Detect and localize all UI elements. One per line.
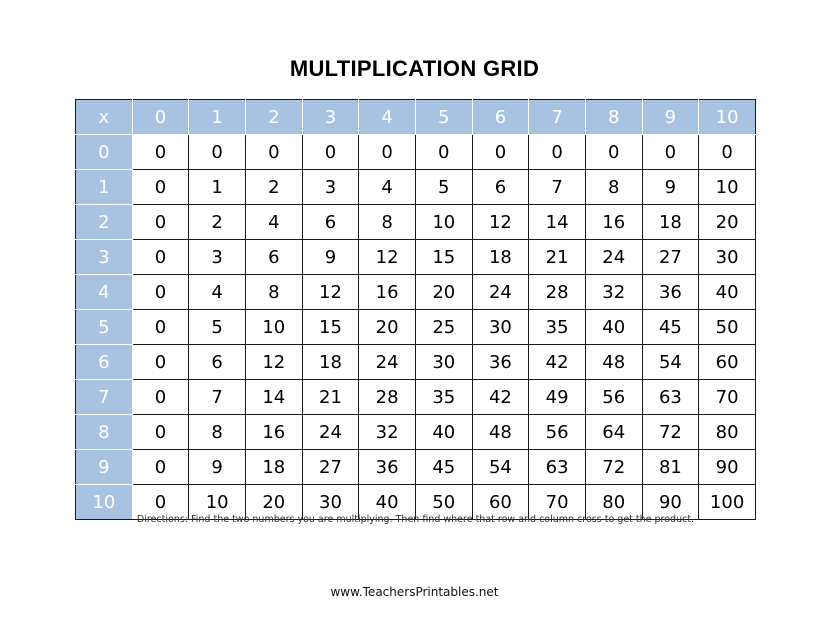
product-cell: 12 [359, 240, 416, 275]
page-title: MULTIPLICATION GRID [289, 56, 540, 81]
product-cell: 21 [529, 240, 586, 275]
product-cell: 8 [189, 415, 246, 450]
table-row [76, 240, 756, 275]
product-cell: 0 [585, 135, 642, 170]
product-cell: 35 [415, 380, 472, 415]
column-header: 4 [359, 100, 416, 135]
product-cell: 30 [699, 240, 756, 275]
table-row [76, 205, 756, 240]
product-cell: 6 [472, 170, 529, 205]
product-cell: 0 [132, 345, 189, 380]
product-cell: 10 [415, 205, 472, 240]
product-cell: 72 [585, 450, 642, 485]
product-cell: 4 [359, 170, 416, 205]
product-cell: 2 [189, 205, 246, 240]
product-cell: 40 [585, 310, 642, 345]
product-cell: 4 [245, 205, 302, 240]
product-cell: 8 [359, 205, 416, 240]
product-cell: 80 [699, 415, 756, 450]
product-cell: 50 [699, 310, 756, 345]
table-row [76, 415, 756, 450]
product-cell: 80 [585, 485, 642, 520]
column-header: 0 [132, 100, 189, 135]
product-cell: 40 [415, 415, 472, 450]
product-cell: 8 [245, 275, 302, 310]
product-cell: 3 [189, 240, 246, 275]
product-cell: 90 [699, 450, 756, 485]
product-cell: 1 [189, 170, 246, 205]
product-cell: 20 [359, 310, 416, 345]
product-cell: 36 [472, 345, 529, 380]
product-cell: 0 [189, 135, 246, 170]
row-header: 8 [76, 415, 133, 450]
product-cell: 63 [529, 450, 586, 485]
row-header: 5 [76, 310, 133, 345]
row-header: 10 [76, 485, 133, 520]
product-cell: 70 [699, 380, 756, 415]
product-cell: 27 [302, 450, 359, 485]
product-cell: 32 [359, 415, 416, 450]
row-header: 3 [76, 240, 133, 275]
product-cell: 0 [132, 310, 189, 345]
product-cell: 0 [642, 135, 699, 170]
product-cell: 0 [132, 415, 189, 450]
product-cell: 0 [529, 135, 586, 170]
product-cell: 9 [302, 240, 359, 275]
product-cell: 21 [302, 380, 359, 415]
product-cell: 9 [189, 450, 246, 485]
product-cell: 25 [415, 310, 472, 345]
product-cell: 60 [699, 345, 756, 380]
product-cell: 15 [415, 240, 472, 275]
product-cell: 14 [529, 205, 586, 240]
product-cell: 48 [472, 415, 529, 450]
product-cell: 12 [245, 345, 302, 380]
product-cell: 20 [245, 485, 302, 520]
product-cell: 64 [585, 415, 642, 450]
column-header: 9 [642, 100, 699, 135]
product-cell: 28 [359, 380, 416, 415]
column-header: 8 [585, 100, 642, 135]
column-header: 7 [529, 100, 586, 135]
product-cell: 24 [472, 275, 529, 310]
table-row [76, 450, 756, 485]
product-cell: 24 [302, 415, 359, 450]
product-cell: 0 [415, 135, 472, 170]
product-cell: 0 [132, 485, 189, 520]
grid-body [76, 100, 756, 520]
product-cell: 90 [642, 485, 699, 520]
product-cell: 24 [585, 240, 642, 275]
corner-cell: x [76, 100, 133, 135]
product-cell: 12 [472, 205, 529, 240]
product-cell: 0 [359, 135, 416, 170]
product-cell: 0 [302, 135, 359, 170]
product-cell: 100 [699, 485, 756, 520]
product-cell: 18 [245, 450, 302, 485]
column-header: 5 [415, 100, 472, 135]
product-cell: 0 [132, 380, 189, 415]
product-cell: 56 [529, 415, 586, 450]
product-cell: 0 [245, 135, 302, 170]
product-cell: 10 [245, 310, 302, 345]
product-cell: 50 [415, 485, 472, 520]
product-cell: 54 [472, 450, 529, 485]
product-cell: 8 [585, 170, 642, 205]
product-cell: 48 [585, 345, 642, 380]
product-cell: 18 [642, 205, 699, 240]
product-cell: 0 [132, 135, 189, 170]
product-cell: 0 [472, 135, 529, 170]
product-cell: 54 [642, 345, 699, 380]
product-cell: 45 [415, 450, 472, 485]
product-cell: 24 [359, 345, 416, 380]
row-header: 0 [76, 135, 133, 170]
product-cell: 20 [699, 205, 756, 240]
row-header: 1 [76, 170, 133, 205]
row-header: 9 [76, 450, 133, 485]
product-cell: 42 [472, 380, 529, 415]
product-cell: 0 [132, 170, 189, 205]
product-cell: 30 [302, 485, 359, 520]
product-cell: 18 [302, 345, 359, 380]
product-cell: 3 [302, 170, 359, 205]
table-row [76, 170, 756, 205]
product-cell: 28 [529, 275, 586, 310]
product-cell: 56 [585, 380, 642, 415]
product-cell: 42 [529, 345, 586, 380]
column-header: 6 [472, 100, 529, 135]
product-cell: 60 [472, 485, 529, 520]
row-header: 2 [76, 205, 133, 240]
column-header: 3 [302, 100, 359, 135]
multiplication-grid [75, 99, 756, 520]
table-row [76, 310, 756, 345]
footer-link[interactable]: www.TeachersPrintables.net [330, 585, 499, 599]
product-cell: 45 [642, 310, 699, 345]
product-cell: 20 [415, 275, 472, 310]
product-cell: 6 [245, 240, 302, 275]
product-cell: 27 [642, 240, 699, 275]
product-cell: 35 [529, 310, 586, 345]
product-cell: 30 [415, 345, 472, 380]
product-cell: 0 [132, 275, 189, 310]
product-cell: 18 [472, 240, 529, 275]
product-cell: 15 [302, 310, 359, 345]
product-cell: 14 [245, 380, 302, 415]
product-cell: 32 [585, 275, 642, 310]
product-cell: 10 [699, 170, 756, 205]
column-header: 10 [699, 100, 756, 135]
product-cell: 16 [245, 415, 302, 450]
product-cell: 0 [132, 240, 189, 275]
table-row [76, 380, 756, 415]
product-cell: 70 [529, 485, 586, 520]
product-cell: 6 [302, 205, 359, 240]
product-cell: 9 [642, 170, 699, 205]
product-cell: 40 [359, 485, 416, 520]
product-cell: 0 [132, 205, 189, 240]
product-cell: 16 [359, 275, 416, 310]
product-cell: 10 [189, 485, 246, 520]
product-cell: 5 [189, 310, 246, 345]
product-cell: 7 [529, 170, 586, 205]
product-cell: 81 [642, 450, 699, 485]
product-cell: 0 [132, 450, 189, 485]
table-row [76, 275, 756, 310]
row-header: 7 [76, 380, 133, 415]
product-cell: 36 [359, 450, 416, 485]
product-cell: 49 [529, 380, 586, 415]
product-cell: 5 [415, 170, 472, 205]
product-cell: 16 [585, 205, 642, 240]
table-row [76, 345, 756, 380]
product-cell: 40 [699, 275, 756, 310]
row-header: 4 [76, 275, 133, 310]
product-cell: 63 [642, 380, 699, 415]
product-cell: 36 [642, 275, 699, 310]
column-header: 2 [245, 100, 302, 135]
product-cell: 30 [472, 310, 529, 345]
product-cell: 0 [699, 135, 756, 170]
product-cell: 12 [302, 275, 359, 310]
column-header: 1 [189, 100, 246, 135]
table-row [76, 135, 756, 170]
product-cell: 7 [189, 380, 246, 415]
row-header: 6 [76, 345, 133, 380]
product-cell: 72 [642, 415, 699, 450]
product-cell: 4 [189, 275, 246, 310]
product-cell: 2 [245, 170, 302, 205]
directions-text: Directions: Find the two numbers you are multiplying. Then find where that row and column cross to get the product. [136, 514, 695, 525]
product-cell: 6 [189, 345, 246, 380]
header-row [76, 100, 756, 135]
